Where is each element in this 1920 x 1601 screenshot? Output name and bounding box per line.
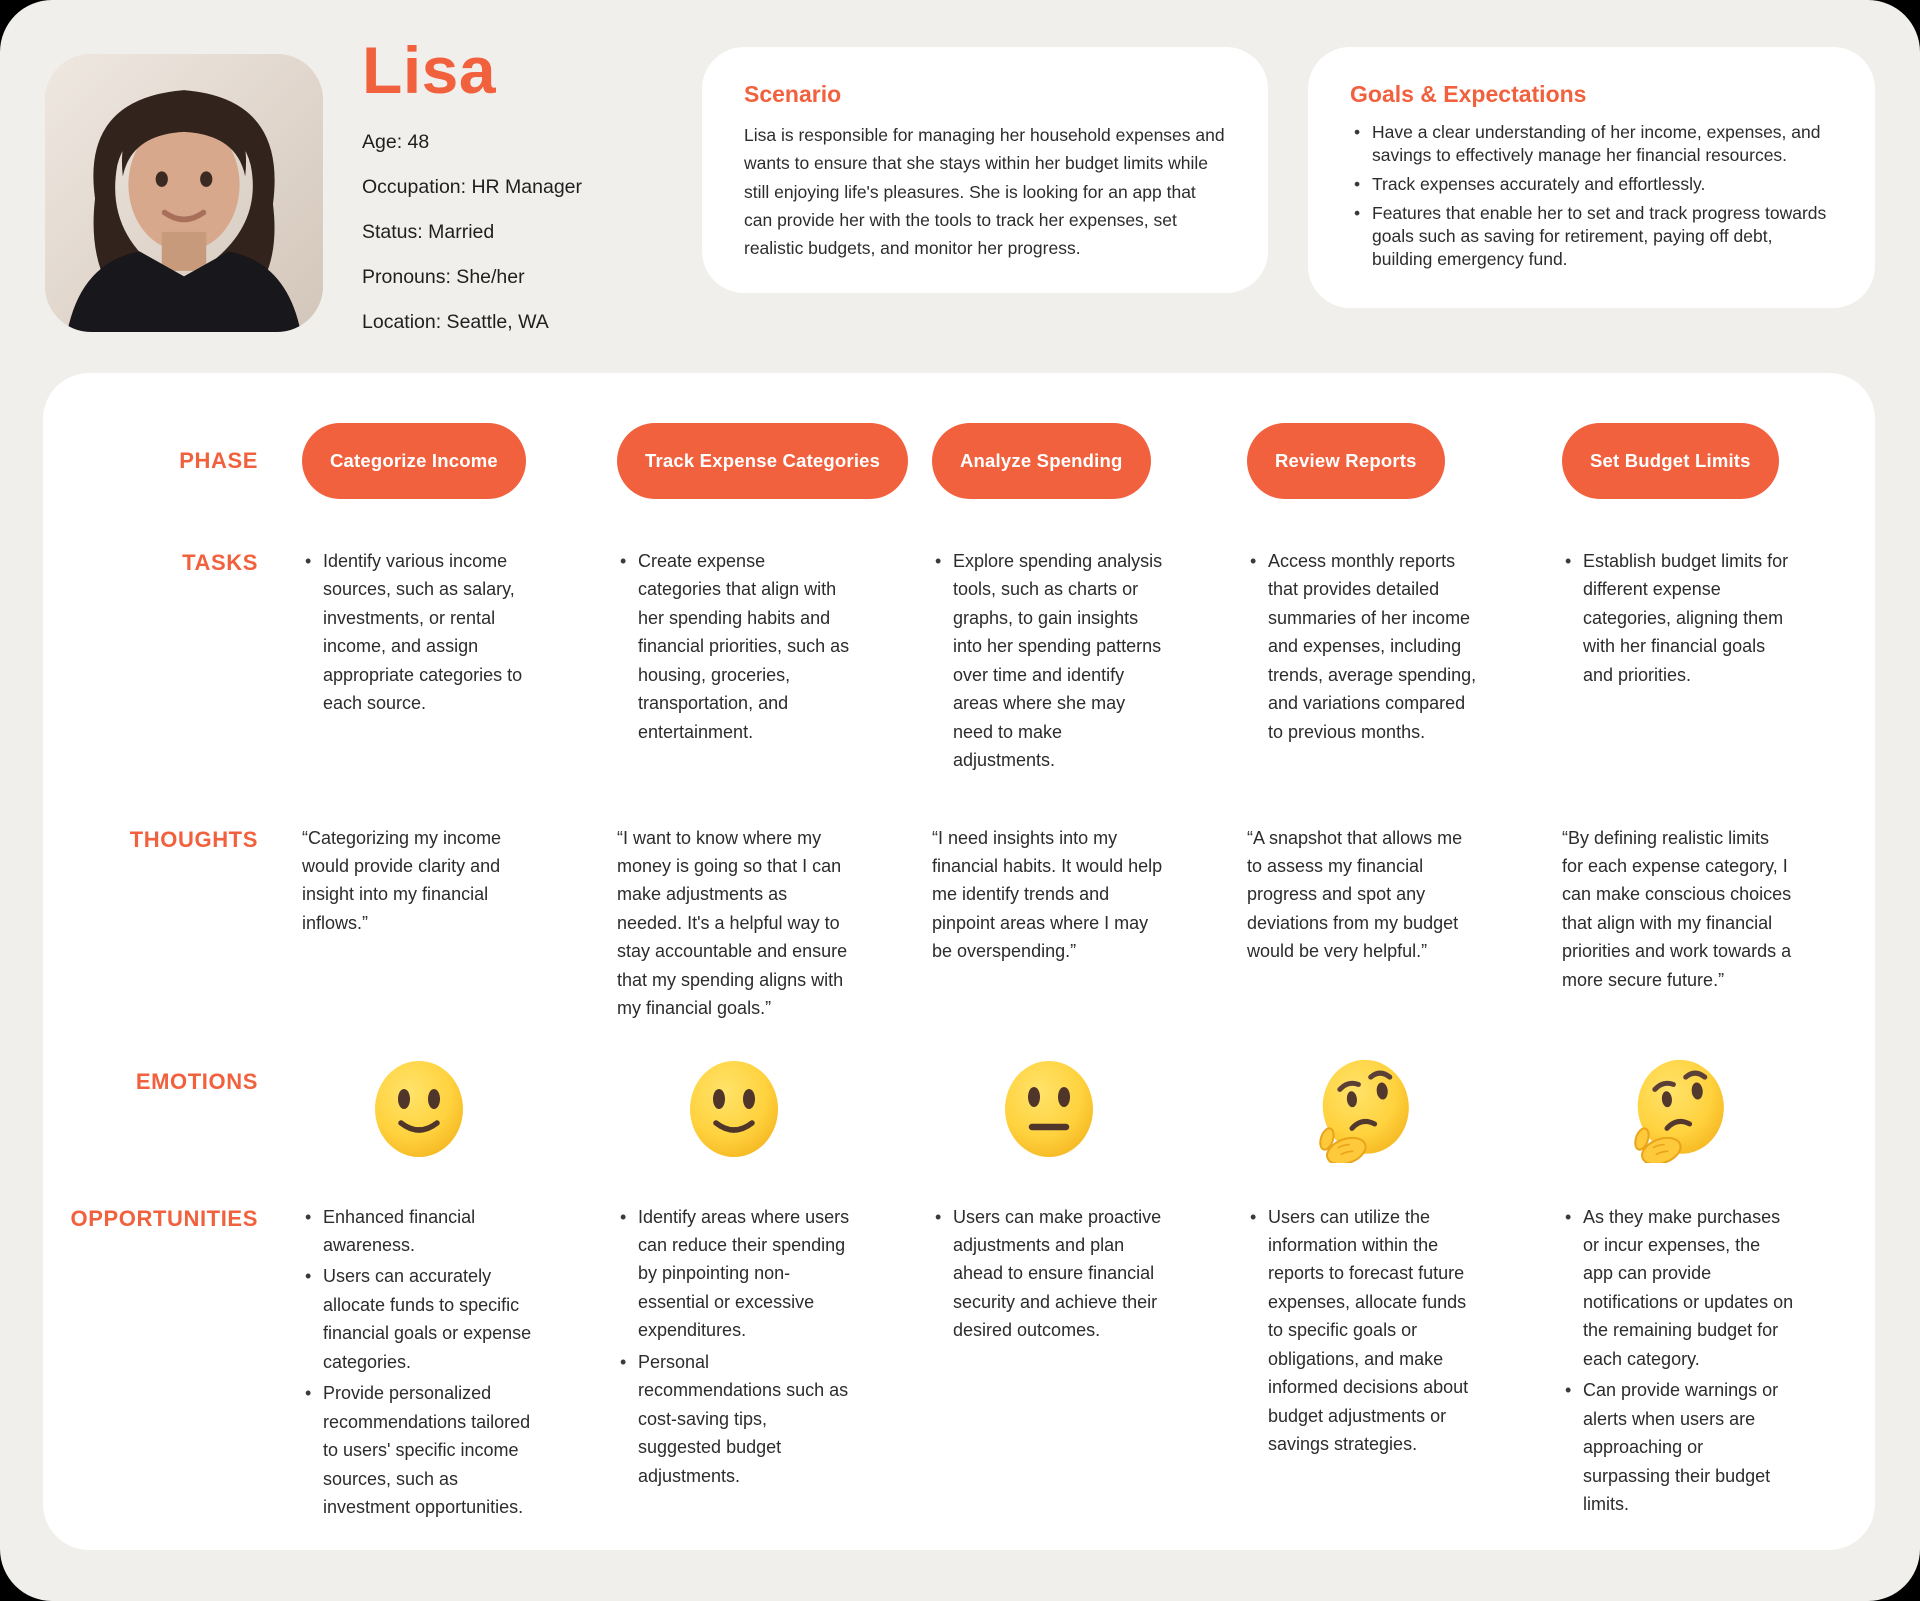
phase-pill-review-reports: Review Reports <box>1247 423 1445 499</box>
phase-pill-analyze-spending: Analyze Spending <box>932 423 1151 499</box>
opportunity-item: • Can provide warnings or alerts when users are approaching or surpassing their budget limits. <box>1562 1376 1795 1518</box>
opportunity-item: • Identify areas where users can reduce their spending by pinpointing non-essential or excessive expenditures. <box>617 1203 850 1345</box>
tasks-list <box>302 547 535 718</box>
thoughts-row-label: THOUGHTS <box>129 826 258 852</box>
emotion-emoji <box>617 1055 850 1163</box>
opportunities-list <box>932 1203 1165 1345</box>
tasks-list <box>1562 547 1795 689</box>
thinking-face-icon <box>1312 1055 1416 1163</box>
opportunity-item: • Users can make proactive adjustments and plan ahead to ensure financial security and achieve their desired outcomes. <box>932 1203 1165 1345</box>
slightly-smiling-face-icon <box>367 1055 471 1163</box>
emotions-row-label: EMOTIONS <box>135 1068 258 1094</box>
phase-pill-track-expense-categories: Track Expense Categories <box>617 423 908 499</box>
tasks-row <box>43 547 1875 778</box>
task-item: • Establish budget limits for different expense categories, aligning them with her financial goals and priorities. <box>1562 547 1795 689</box>
persona-id-block <box>362 33 583 356</box>
thought-quote: “I need insights into my financial habits. It would help me identify trends and pinpoint areas where I may be overspending.” <box>932 827 1163 962</box>
opportunity-item: • Enhanced financial awareness. <box>302 1203 535 1260</box>
task-item: • Identify various income sources, such as salary, investments, or rental income, and assign appropriate categories to each source. <box>302 547 535 718</box>
task-item: • Explore spending analysis tools, such as charts or graphs, to gain insights into her spending patterns over time and identify areas where she may need to make adjustments. <box>932 547 1165 775</box>
persona-detail-occupation: Occupation: HR Manager <box>362 176 583 199</box>
opportunity-item: • Users can accurately allocate funds to specific financial goals or expense categories. <box>302 1262 535 1376</box>
persona-detail-pronouns: Pronouns: She/her <box>362 266 525 289</box>
thoughts-row <box>43 824 1875 1023</box>
phase-row <box>43 423 1875 499</box>
thinking-face-icon <box>1627 1055 1731 1163</box>
goals-title: Goals & Expectations <box>1350 81 1587 107</box>
goals-list <box>1350 121 1833 272</box>
opportunities-list <box>1247 1203 1480 1459</box>
slightly-smiling-face-icon <box>682 1055 786 1163</box>
phase-row-label: PHASE <box>179 447 258 473</box>
goal-item: • Have a clear understanding of her income, expenses, and savings to effectively manage her financial resources. <box>1350 121 1833 167</box>
persona-detail-status: Status: Married <box>362 221 495 244</box>
goal-item: • Track expenses accurately and effortlessly. <box>1350 173 1833 196</box>
goal-item: • Features that enable her to set and track progress towards goals such as saving for retirement, paying off debt, building emergency fund. <box>1350 202 1833 271</box>
woman-portrait-illustration <box>45 54 323 332</box>
emotion-emoji <box>302 1055 535 1163</box>
tasks-list <box>932 547 1165 775</box>
opportunities-list <box>302 1203 535 1522</box>
goals-card <box>1308 47 1875 308</box>
thought-quote: “A snapshot that allows me to assess my financial progress and spot any deviations from my budget would be very helpful.” <box>1247 827 1463 962</box>
scenario-title: Scenario <box>744 81 842 107</box>
journey-map-card <box>43 373 1875 1550</box>
thought-quote: “Categorizing my income would provide clarity and insight into my financial inflows.” <box>302 827 502 933</box>
opportunities-list <box>1562 1203 1795 1519</box>
neutral-face-icon <box>997 1055 1101 1163</box>
opportunity-item: • Provide personalized recommendations tailored to users' specific income sources, such as investment opportunities. <box>302 1379 535 1521</box>
scenario-card <box>702 47 1268 293</box>
thought-quote: “By defining realistic limits for each expense category, I can make conscious choices that align with my financial priorities and work towards a more secure future.” <box>1562 827 1792 990</box>
opportunities-row <box>43 1203 1875 1525</box>
thought-quote: “I want to know where my money is going so that I can make adjustments as needed. It's a helpful way to stay accountable and ensure that my spending aligns with my financial goals.” <box>617 827 848 1019</box>
tasks-row-label: TASKS <box>182 550 258 575</box>
emotion-emoji <box>932 1055 1165 1163</box>
emotions-row <box>43 1055 1875 1163</box>
phase-pill-categorize-income: Categorize Income <box>302 423 526 499</box>
phase-pill-set-budget-limits: Set Budget Limits <box>1562 423 1779 499</box>
opportunity-item: • As they make purchases or incur expenses, the app can provide notifications or updates on the remaining budget for each category. <box>1562 1203 1795 1374</box>
scenario-text: Lisa is responsible for managing her household expenses and wants to ensure that she stays within her budget limits while still enjoying life's pleasures. She is looking for an app that can provide her with the tools to track her expenses, set realistic budgets, and monitor her progress. <box>744 125 1225 259</box>
persona-detail-age: Age: 48 <box>362 131 430 154</box>
tasks-list <box>617 547 850 746</box>
tasks-list <box>1247 547 1480 746</box>
persona-photo <box>45 54 323 332</box>
opportunity-item: • Users can utilize the information within the reports to forecast future expenses, allocate funds to specific goals or obligations, and make informed decisions about budget adjustments or savings strategies. <box>1247 1203 1480 1459</box>
task-item: • Create expense categories that align with her spending habits and financial priorities, such as housing, groceries, transportation, and entertainment. <box>617 547 850 746</box>
persona-detail-location: Location: Seattle, WA <box>362 311 549 334</box>
persona-name: Lisa <box>362 33 497 107</box>
emotion-emoji <box>1562 1055 1795 1163</box>
opportunities-list <box>617 1203 850 1490</box>
opportunity-item: • Personal recommendations such as cost-saving tips, suggested budget adjustments. <box>617 1348 850 1490</box>
task-item: • Access monthly reports that provides detailed summaries of her income and expenses, including trends, average spending, and variations compared to previous months. <box>1247 547 1480 746</box>
emotion-emoji <box>1247 1055 1480 1163</box>
opportunities-row-label: OPPORTUNITIES <box>70 1205 258 1231</box>
